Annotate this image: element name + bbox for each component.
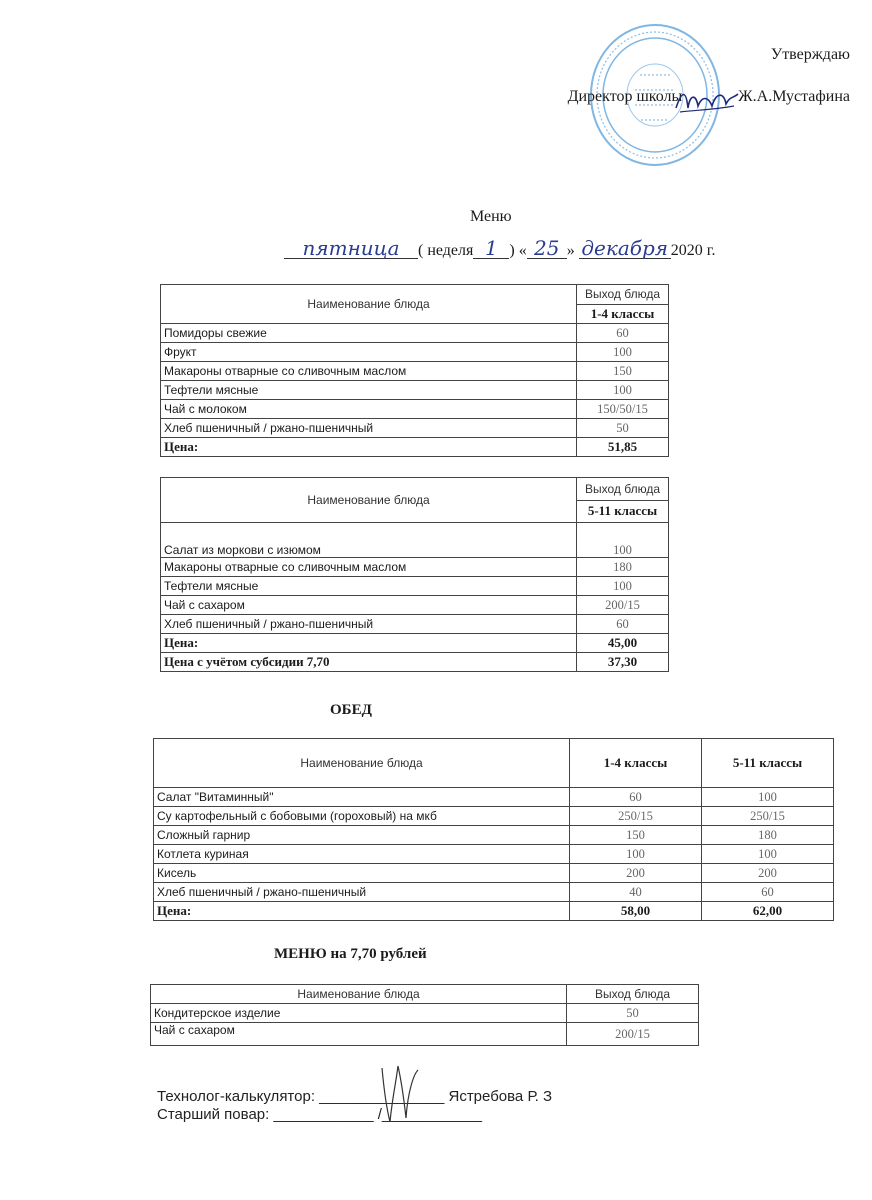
dish-output: 150/50/15: [577, 400, 669, 419]
table-row: [154, 826, 834, 845]
dish-name: Фрукт: [161, 343, 577, 362]
senior-output: 180: [702, 826, 834, 845]
class-label: 5-11 классы: [577, 500, 669, 523]
dish-name: Салат из моркови с изюмом: [161, 523, 577, 558]
table-row: [161, 558, 669, 577]
dish-name: Котлета куриная: [154, 845, 570, 864]
junior-output: 40: [570, 883, 702, 902]
dish-name: Хлеб пшеничный / ржано-пшеничный: [154, 883, 570, 902]
dish-name: Су картофельный с бобовыми (гороховый) на мкб: [154, 807, 570, 826]
dish-output: 150: [577, 362, 669, 381]
table-row: [161, 381, 669, 400]
day-of-month: 25: [527, 238, 567, 259]
col-junior: 1-4 классы: [570, 739, 702, 788]
col-dish-name: Наименование блюда: [161, 478, 577, 523]
breakfast-junior-table: [160, 284, 669, 457]
week-label: ( неделя: [418, 242, 474, 259]
dish-name: Чай с сахаром: [161, 596, 577, 615]
dish-output: 60: [577, 324, 669, 343]
table-row: [151, 1023, 699, 1046]
junior-output: 100: [570, 845, 702, 864]
dish-name: Тефтели мясные: [161, 381, 577, 400]
col-output: Выход блюда: [577, 478, 669, 501]
table-row: [161, 343, 669, 362]
cook-label: Старший повар:: [157, 1106, 270, 1123]
price-label: Цена:: [161, 634, 577, 653]
dish-name: Салат "Витаминный": [154, 788, 570, 807]
dish-output: 60: [577, 615, 669, 634]
month: декабря: [579, 238, 671, 259]
dish-name: Тефтели мясные: [161, 577, 577, 596]
table-row: [161, 324, 669, 343]
junior-output: 150: [570, 826, 702, 845]
technologist-signature: [368, 1060, 428, 1130]
table-row: [161, 362, 669, 381]
col-dish-name: Наименование блюда: [161, 285, 577, 324]
senior-output: 60: [702, 883, 834, 902]
dish-output: 100: [577, 343, 669, 362]
menu-770-title: МЕНЮ на 7,70 рублей: [274, 946, 427, 962]
price-value: 51,85: [577, 438, 669, 457]
director-name: Ж.А.Мустафина: [738, 88, 850, 105]
class-label: 1-4 классы: [577, 304, 669, 324]
subsidy-price: 37,30: [577, 653, 669, 672]
dish-output: 180: [577, 558, 669, 577]
director-signature: [672, 86, 742, 116]
price-senior: 62,00: [702, 902, 834, 921]
dish-name: Макароны отварные со сливочным маслом: [161, 558, 577, 577]
table-row: [154, 807, 834, 826]
senior-output: 200: [702, 864, 834, 883]
cook-line: [157, 1106, 482, 1123]
senior-output: 100: [702, 788, 834, 807]
table-row: [161, 615, 669, 634]
dish-output: 100: [577, 381, 669, 400]
price-label: Цена:: [154, 902, 570, 921]
table-row: [161, 577, 669, 596]
approve-label: Утверждаю: [770, 46, 850, 63]
technologist-name: Ястребова Р. З: [448, 1088, 553, 1105]
technologist-line: [157, 1088, 552, 1105]
dish-name: Хлеб пшеничный / ржано-пшеничный: [161, 419, 577, 438]
director-label: Директор школы: [567, 88, 683, 105]
junior-output: 250/15: [570, 807, 702, 826]
dish-output: 200/15: [577, 596, 669, 615]
senior-output: 250/15: [702, 807, 834, 826]
dish-name: Кондитерское изделие: [151, 1004, 567, 1023]
menu-title: Меню: [470, 208, 512, 225]
col-output: Выход блюда: [577, 285, 669, 305]
price-row: [161, 634, 669, 653]
dish-name: Чай с молоком: [161, 400, 577, 419]
lunch-title: ОБЕД: [330, 702, 372, 718]
menu-770-table: [150, 984, 699, 1046]
cook-signature-line: ____________ /____________: [273, 1106, 483, 1123]
price-value: 45,00: [577, 634, 669, 653]
price-row: [161, 438, 669, 457]
dish-name: Чай с сахаром: [151, 1023, 567, 1046]
breakfast-senior-table: [160, 477, 669, 672]
close-quote: »: [566, 242, 575, 259]
dish-name: Помидоры свежие: [161, 324, 577, 343]
table-row: [161, 400, 669, 419]
table-row: [161, 596, 669, 615]
dish-output: 100: [577, 577, 669, 596]
dish-name: Кисель: [154, 864, 570, 883]
dish-name: Хлеб пшеничный / ржано-пшеничный: [161, 615, 577, 634]
col-dish-name: Наименование блюда: [154, 739, 570, 788]
price-junior: 58,00: [570, 902, 702, 921]
year: 2020 г.: [670, 242, 716, 259]
week-close: ): [509, 242, 515, 259]
table-row: [161, 523, 669, 558]
week-number: 1: [473, 238, 509, 259]
dish-output: 50: [567, 1004, 699, 1023]
col-senior: 5-11 классы: [702, 739, 834, 788]
table-row: [154, 883, 834, 902]
table-row: [151, 1004, 699, 1023]
table-row: [154, 864, 834, 883]
dish-output: 200/15: [567, 1023, 699, 1046]
table-row: [154, 845, 834, 864]
date-line: [284, 238, 715, 260]
col-output: Выход блюда: [567, 985, 699, 1004]
dish-output: 100: [577, 523, 669, 558]
table-row: [161, 419, 669, 438]
lunch-table: [153, 738, 834, 921]
technologist-label: Технолог-калькулятор:: [157, 1088, 315, 1105]
dish-name: Сложный гарнир: [154, 826, 570, 845]
open-quote: «: [518, 242, 527, 259]
subsidy-row: [161, 653, 669, 672]
senior-output: 100: [702, 845, 834, 864]
subsidy-label: Цена с учётом субсидии 7,70: [161, 653, 577, 672]
dish-output: 50: [577, 419, 669, 438]
junior-output: 200: [570, 864, 702, 883]
dish-name: Макароны отварные со сливочным маслом: [161, 362, 577, 381]
junior-output: 60: [570, 788, 702, 807]
price-label: Цена:: [161, 438, 577, 457]
table-row: [154, 788, 834, 807]
technologist-signature-line: _______________: [319, 1088, 445, 1105]
day-of-week: пятница: [284, 238, 418, 259]
col-dish-name: Наименование блюда: [151, 985, 567, 1004]
price-row: [154, 902, 834, 921]
